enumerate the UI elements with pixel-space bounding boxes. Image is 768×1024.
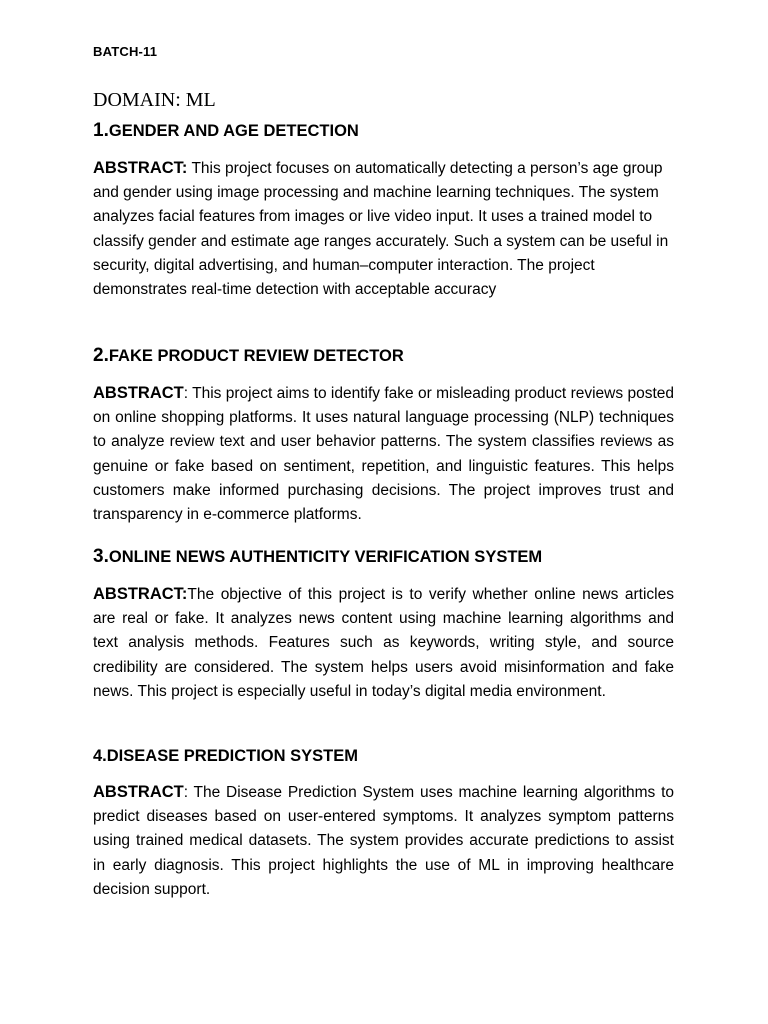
project-title-text: ONLINE NEWS AUTHENTICITY VERIFICATION SYSTEM: [108, 548, 543, 566]
project-number: 2.: [93, 345, 109, 366]
project-number: 4.: [93, 747, 107, 765]
project-1: [93, 120, 674, 302]
project-title: [93, 120, 674, 142]
project-title-text: DISEASE PREDICTION SYSTEM: [106, 747, 358, 765]
abstract-label: ABSTRACT:: [93, 159, 188, 177]
abstract-text: : The Disease Prediction System uses machine learning algorithms to predict diseases based on user-entered symptoms. It analyzes symptom patterns using trained medical datasets. The system provides accurate predictions to assist in early diagnosis. This project highlights the use of ML in improving healthcare decision support.: [93, 784, 674, 898]
project-abstract: [93, 156, 674, 302]
project-title: [93, 747, 674, 766]
project-abstract: [93, 780, 674, 902]
abstract-text: This project focuses on automatically detecting a person’s age group and gender using image processing and machine learning techniques. The system analyzes facial features from images or live video input. It uses a trained model to classify gender and estimate age ranges accurately. Such a system can be useful in security, digital advertising, and human–computer interaction. The project demonstrates real-time detection with acceptable accuracy: [93, 160, 669, 299]
project-number: 1.: [93, 120, 109, 141]
project-title-text: GENDER AND AGE DETECTION: [108, 122, 359, 140]
abstract-text: : This project aims to identify fake or misleading product reviews posted on online shopping platforms. It uses natural language processing (NLP) techniques to analyze review text and user behavior patterns. The system classifies reviews as genuine or fake based on sentiment, repetition, and linguistic features. This helps customers make informed purchasing decisions. The project improves trust and transparency in e-commerce platforms.: [93, 385, 674, 524]
project-abstract: [93, 381, 674, 527]
project-number: 3.: [93, 546, 109, 567]
project-title-text: FAKE PRODUCT REVIEW DETECTOR: [108, 347, 404, 365]
project-abstract: [93, 582, 674, 704]
project-4: [93, 747, 674, 902]
abstract-label: ABSTRACT: [93, 783, 184, 801]
project-title: [93, 345, 674, 367]
project-2: [93, 345, 674, 527]
domain-heading: DOMAIN: ML: [93, 89, 216, 111]
project-3: [93, 546, 674, 704]
abstract-label: ABSTRACT:: [93, 585, 188, 603]
abstract-text: The objective of this project is to verify whether online news articles are real or fake. It analyzes news content using machine learning algorithms and text analysis methods. Features such as keywords, writing style, and source credibility are considered. The system helps users avoid misinformation and fake news. This project is especially useful in today’s digital media environment.: [93, 586, 674, 700]
project-title: [93, 546, 674, 568]
batch-label: BATCH-11: [93, 44, 158, 59]
abstract-label: ABSTRACT: [93, 384, 184, 402]
